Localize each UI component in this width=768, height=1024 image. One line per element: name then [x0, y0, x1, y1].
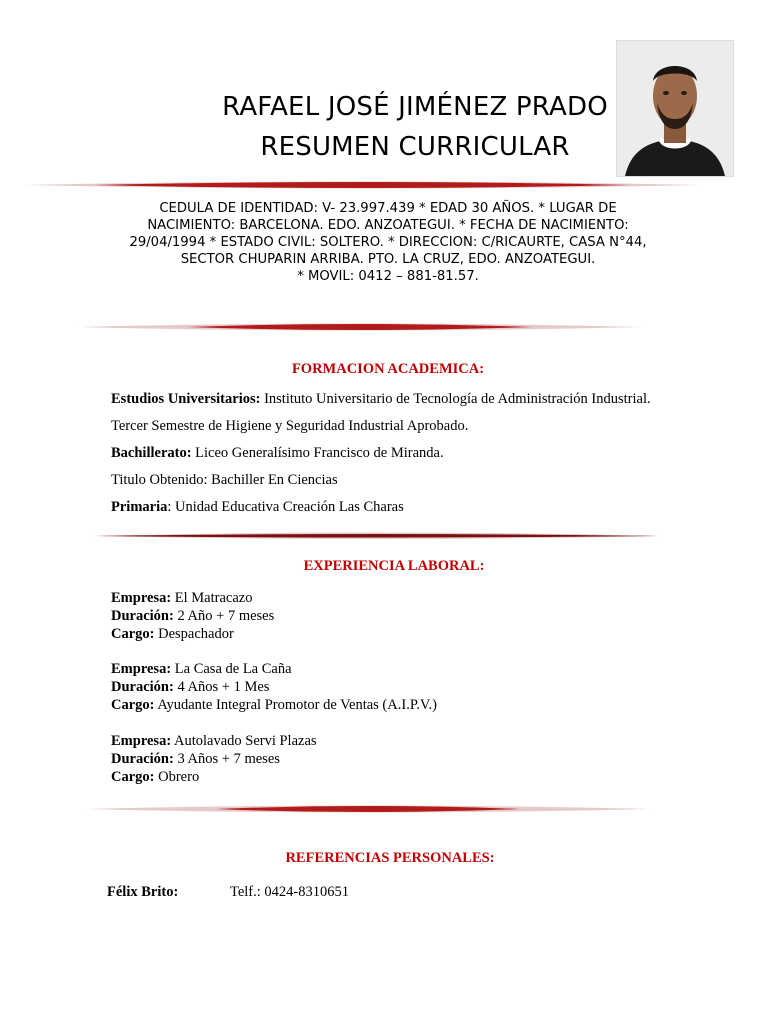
label: Bachillerato: — [111, 445, 192, 461]
value: Despachador — [154, 626, 234, 642]
formacion-semestre: Tercer Semestre de Higiene y Seguridad Industrial Aprobado. — [111, 418, 469, 434]
job-empresa — [111, 660, 437, 678]
cv-name: RAFAEL JOSÉ JIMÉNEZ PRADO — [222, 92, 608, 122]
job-entry — [111, 660, 437, 714]
cv-subtitle: RESUMEN CURRICULAR — [260, 132, 570, 162]
job-cargo — [111, 696, 437, 714]
personal-line: SECTOR CHUPARIN ARRIBA. PTO. LA CRUZ, EDO. ANZOATEGUI. — [180, 252, 596, 267]
person-photo-icon — [617, 41, 733, 176]
label: Duración: — [111, 751, 174, 767]
formacion-universitarios — [111, 390, 651, 408]
formacion-title: FORMACION ACADEMICA: — [291, 361, 485, 377]
label: Cargo: — [111, 697, 155, 713]
job-cargo — [111, 768, 317, 786]
label: Duración: — [111, 608, 174, 624]
value: 3 Años + 7 meses — [173, 751, 280, 767]
value: El Matracazo — [171, 590, 253, 606]
value: 4 Años + 1 Mes — [173, 679, 270, 695]
section-divider — [78, 322, 642, 332]
value: Instituto Universitario de Tecnología de Administración Industrial. — [260, 391, 651, 407]
value: Obrero — [154, 769, 200, 785]
reference-name — [107, 883, 178, 901]
personal-info — [78, 200, 698, 285]
value: Autolavado Servi Plazas — [171, 733, 317, 749]
value: La Casa de La Caña — [171, 661, 292, 677]
personal-line: * MOVIL: 0412 – 881-81.57. — [297, 269, 479, 284]
job-entry — [111, 732, 317, 786]
experiencia-title: EXPERIENCIA LABORAL: — [303, 558, 485, 574]
job-cargo — [111, 625, 274, 643]
label: Félix Brito: — [107, 884, 179, 900]
personal-line: NACIMIENTO: BARCELONA. EDO. ANZOATEGUI. * FECHA DE NACIMIENTO: — [147, 218, 629, 233]
job-duracion — [111, 607, 274, 625]
personal-line: 29/04/1994 * ESTADO CIVIL: SOLTERO. * DIRECCION: C/RICAURTE, CASA N°44, — [129, 235, 647, 250]
formacion-bachillerato — [111, 444, 444, 462]
job-entry — [111, 589, 274, 643]
job-duracion — [111, 750, 317, 768]
value: Ayudante Integral Promotor de Ventas (A.I.P.V.) — [154, 697, 437, 713]
label: Estudios Universitarios: — [111, 391, 261, 407]
profile-photo — [616, 40, 734, 177]
label: Empresa: — [111, 733, 172, 749]
section-divider — [94, 530, 658, 540]
job-empresa — [111, 732, 317, 750]
value: Liceo Generalísimo Francisco de Miranda. — [191, 445, 444, 461]
job-empresa — [111, 589, 274, 607]
section-divider — [24, 180, 700, 190]
formacion-primaria — [111, 498, 404, 516]
label: Cargo: — [111, 626, 155, 642]
label: Duración: — [111, 679, 174, 695]
label: Cargo: — [111, 769, 155, 785]
label: Primaria — [111, 499, 168, 515]
label: Empresa: — [111, 661, 172, 677]
reference-phone: Telf.: 0424-8310651 — [230, 884, 349, 900]
formacion-titulo: Titulo Obtenido: Bachiller En Ciencias — [111, 472, 338, 488]
personal-line: CEDULA DE IDENTIDAD: V- 23.997.439 * EDAD 30 AÑOS. * LUGAR DE — [159, 201, 617, 216]
label: Empresa: — [111, 590, 172, 606]
job-duracion — [111, 678, 437, 696]
value: : Unidad Educativa Creación Las Charas — [167, 499, 404, 515]
value: 2 Año + 7 meses — [173, 608, 275, 624]
referencias-title: REFERENCIAS PERSONALES: — [285, 850, 495, 866]
section-divider — [86, 804, 650, 814]
